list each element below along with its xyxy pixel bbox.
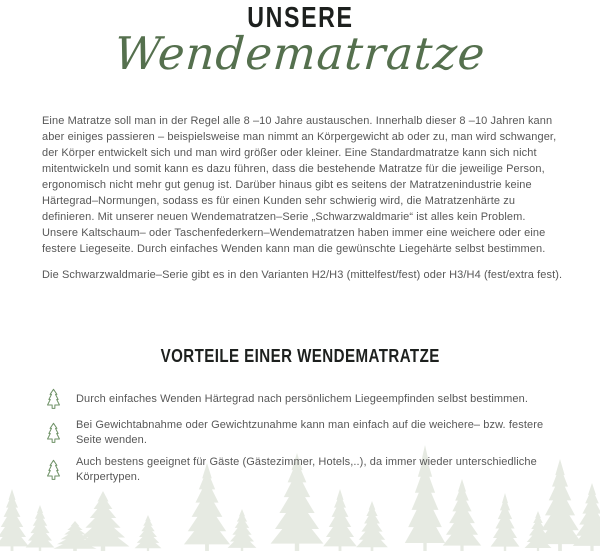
list-item: [45, 418, 570, 448]
benefit-text: Bei Gewichtabnahme oder Gewichtzunahme kann man einfach auf die weichere– bzw. festere Seite wenden.: [76, 419, 544, 446]
list-item: [45, 388, 570, 411]
pine-tree-icon: [45, 422, 62, 445]
pine-tree-icon: [45, 388, 62, 411]
intro-paragraph: Eine Matratze soll man in der Regel alle 8 –10 Jahre austauschen. Innerhalb dieser 8 –10 Jahren kann aber einiges passieren – beispielsweise man nimmt an Körpergewicht ab oder zu, man wird schwanger, der Körper entwickelt sich und man wird größer oder kleiner. Eine Standardmatratze kann sich nicht mitentwickeln und somit kann es dazu führen, dass die bestehende Matratze für die jeweilige Person, ergonomisch nicht mehr gut genug ist. Darüber hinaus gibt es seitens der Matratzenindustrie keine Härtegrad–Normungen, sodass es für einen Kunden sehr schwierig wird, die Matratzenhärte zu definieren. Mit unserer neuen Wendematratzen–Serie „Schwarzwaldmarie“ ist alles kein Problem. Unsere Kaltschaum– oder Taschenfederkern–Wendematratzen haben immer eine weichere oder eine festere Liegeseite. Durch einfaches Wenden kann man die gewünschte Liegehärte selbst bestimmen.: [42, 115, 557, 255]
pine-tree-icon: [45, 459, 62, 482]
header: [0, 0, 600, 82]
benefit-list: [0, 388, 600, 485]
page-title-script: Wendematratze: [112, 27, 488, 80]
page-title-kicker: UNSERE: [246, 2, 354, 34]
benefit-text: Durch einfaches Wenden Härtegrad nach persönlichem Liegeempfinden selbst bestimmen.: [76, 393, 529, 405]
benefit-text: Auch bestens geeignet für Gäste (Gästezimmer, Hotels,..), da immer wieder unterschiedliche Körpertypen.: [76, 456, 537, 483]
benefits-heading: VORTEILE EINER WENDEMATRATZE: [160, 346, 440, 366]
list-item: [45, 455, 570, 485]
variants-paragraph: Die Schwarzwaldmarie–Serie gibt es in den Varianten H2/H3 (mittelfest/fest) oder H3/H4 (fest/extra fest).: [42, 269, 563, 281]
